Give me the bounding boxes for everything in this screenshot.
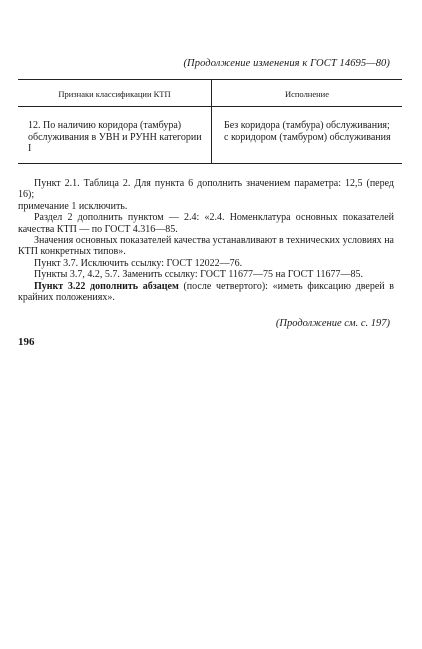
page-number: 196 [18, 336, 35, 348]
table-cell-execution [212, 107, 402, 163]
execution-option-with-corridor: с коридором (тамбуром) обслуживания [224, 131, 391, 143]
paragraph-quality-values: Значения основных показателей качества устанавливают в технических условиях на КТП конкретных типов». [18, 235, 394, 258]
paragraph-section-2: Раздел 2 дополнить пунктом — 2.4: «2.4. Номенклатура основных показателей качества КТП — по ГОСТ 4.316—85. [18, 212, 394, 235]
column-header-execution: Исполнение [284, 89, 330, 99]
item-3-22-lead: Пункт 3.22 дополнить абзацем [34, 280, 179, 292]
table-row [18, 107, 402, 163]
item-3-22-text: (после четвертого): «иметь фиксацию дверей в крайних положениях». [18, 280, 394, 304]
column-header-classification: Признаки классификации КТП [18, 80, 212, 106]
paragraph-items-reference: Пункты 3.7, 4.2, 5.7. Заменить ссылку: ГОСТ 11677—75 на ГОСТ 11677—85. [34, 269, 364, 281]
amendment-text [18, 178, 394, 303]
paragraph-item-3-7: Пункт 3.7. Исключить ссылку: ГОСТ 12022—76. [34, 257, 243, 269]
table-cell-classification: 12. По наличию коридора (тамбура) обслуживания в УВН и РУНН категории I [18, 107, 212, 163]
table-header-row [18, 80, 402, 107]
paragraph-note-1: примечание 1 исключить. [18, 200, 128, 212]
classification-table [18, 79, 402, 164]
paragraph-item-3-22 [18, 281, 394, 304]
continuation-header: (Продолжение изменения к ГОСТ 14695—80) [183, 58, 390, 69]
paragraph-item-2-1: Пункт 2.1. Таблица 2. Для пункта 6 дополнить значением параметра: 12,5 (перед 16); [18, 178, 394, 201]
execution-option-without-corridor: Без коридора (тамбура) обслуживания; [224, 120, 390, 131]
continuation-footer: (Продолжение см. с. 197) [275, 318, 390, 329]
